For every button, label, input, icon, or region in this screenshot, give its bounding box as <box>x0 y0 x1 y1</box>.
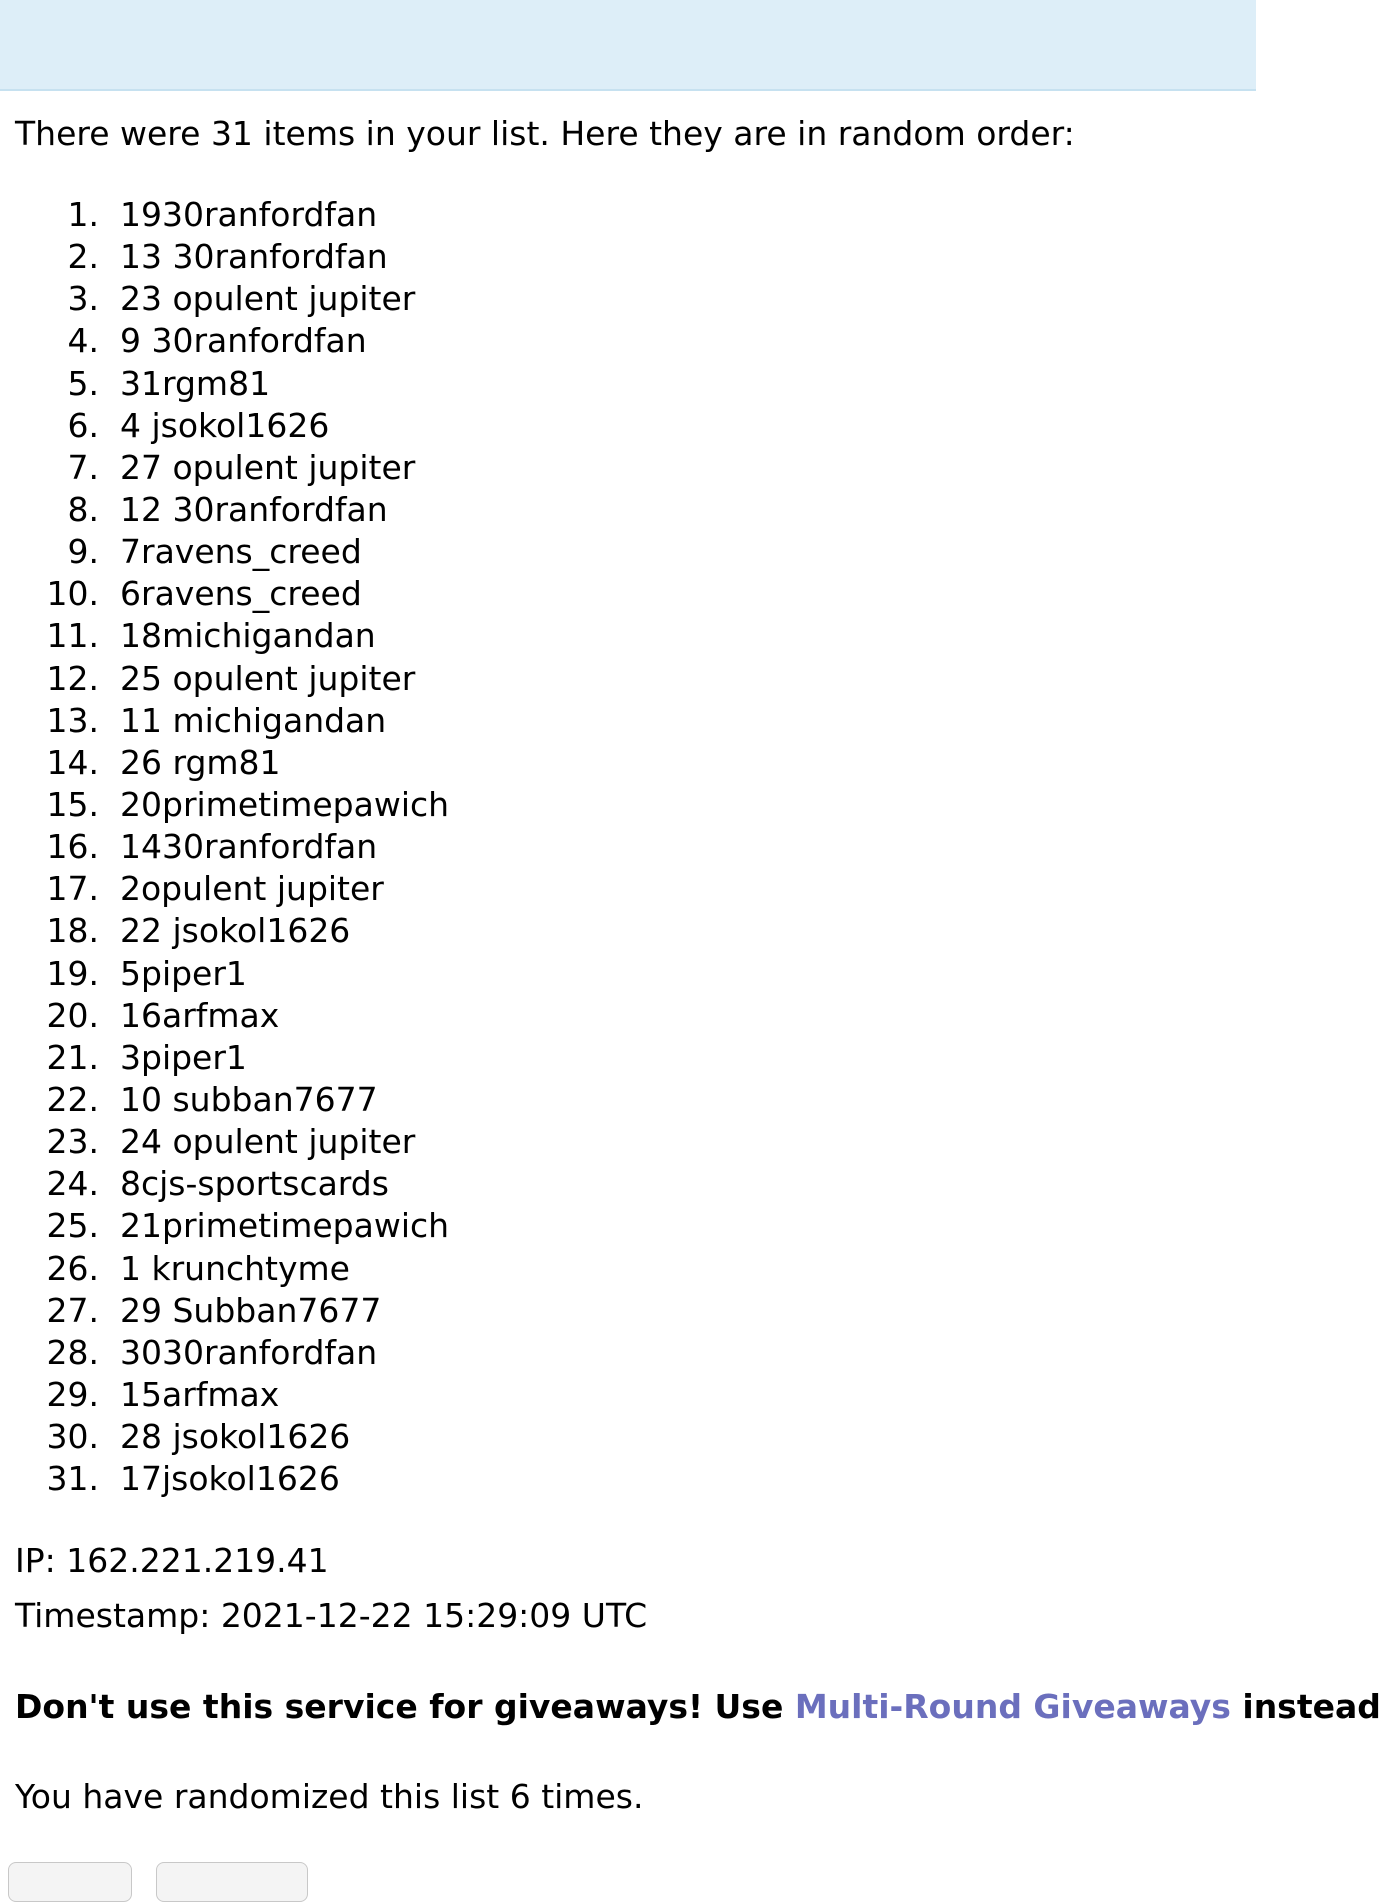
list-item-text: 18michigandan <box>120 616 376 656</box>
list-item-number: 23. <box>46 1122 99 1162</box>
list-item-number: 12. <box>46 658 99 698</box>
randomize-count: You have randomized this list 6 times. <box>15 1777 644 1816</box>
list-item-text: 25 opulent jupiter <box>120 658 416 698</box>
list-item <box>15 447 615 489</box>
list-item-number: 1. <box>67 195 99 234</box>
intro-text: There were 31 items in your list. Here they are in random order: <box>15 114 1075 153</box>
list-item-number: 25. <box>46 1206 99 1246</box>
list-item-text: 29 Subban7677 <box>120 1290 382 1330</box>
list-item-text: 13 30ranfordfan <box>120 237 388 277</box>
ip-address: IP: 162.221.219.41 <box>15 1541 329 1580</box>
giveaway-warning <box>15 1687 1381 1727</box>
list-item <box>15 1163 615 1205</box>
list-item <box>15 700 615 742</box>
list-item <box>15 1079 615 1121</box>
list-item-text: 1430ranfordfan <box>120 827 378 867</box>
list-item-number: 29. <box>46 1374 99 1414</box>
list-item-text: 3030ranfordfan <box>120 1332 378 1372</box>
list-item <box>15 489 615 531</box>
list-item <box>15 320 615 362</box>
list-item <box>15 784 615 826</box>
list-item <box>15 995 615 1037</box>
list-item-number: 7. <box>67 447 99 487</box>
list-item-text: 20primetimepawich <box>120 784 450 824</box>
list-item-text: 26 rgm81 <box>120 742 281 782</box>
list-item-number: 27. <box>46 1290 99 1330</box>
list-item <box>15 1205 615 1247</box>
list-item <box>15 868 615 910</box>
list-item-text: 6ravens_creed <box>120 574 362 614</box>
list-item <box>15 194 615 236</box>
list-item <box>15 1037 615 1079</box>
list-item <box>15 1374 615 1416</box>
list-item-text: 8cjs-sportscards <box>120 1164 389 1204</box>
list-item-number: 10. <box>46 574 99 614</box>
list-item-text: 24 opulent jupiter <box>120 1122 416 1162</box>
list-item-text: 11 michigandan <box>120 700 387 740</box>
list-item-number: 9. <box>67 532 99 572</box>
list-item <box>15 236 615 278</box>
list-item <box>15 953 615 995</box>
list-item <box>15 1416 615 1458</box>
list-item-text: 1930ranfordfan <box>120 195 378 234</box>
warning-text-before: Don't use this service for giveaways! Use <box>15 1687 795 1726</box>
list-item <box>15 531 615 573</box>
action-buttons <box>8 1862 308 1902</box>
again-button[interactable] <box>8 1862 132 1902</box>
list-item <box>15 1458 615 1500</box>
list-item-text: 12 30ranfordfan <box>120 489 388 529</box>
list-item-text: 2opulent jupiter <box>120 869 384 909</box>
list-item-number: 18. <box>46 911 99 951</box>
list-item-text: 16arfmax <box>120 995 280 1035</box>
list-item-number: 21. <box>46 1037 99 1077</box>
list-item-number: 17. <box>46 869 99 909</box>
list-item <box>15 363 615 405</box>
list-item-number: 28. <box>46 1332 99 1372</box>
list-item <box>15 1121 615 1163</box>
list-item <box>15 910 615 952</box>
list-item-number: 6. <box>67 405 99 445</box>
list-item-text: 27 opulent jupiter <box>120 447 416 487</box>
randomized-list <box>15 194 615 1500</box>
list-item-number: 5. <box>67 363 99 403</box>
list-item-text: 17jsokol1626 <box>120 1459 340 1499</box>
list-item-number: 2. <box>67 237 99 277</box>
list-item-text: 21primetimepawich <box>120 1206 450 1246</box>
list-item-number: 3. <box>67 279 99 319</box>
warning-text-after: instead <box>1230 1687 1381 1726</box>
list-item-text: 3piper1 <box>120 1037 247 1077</box>
list-item-text: 5piper1 <box>120 953 247 993</box>
list-item-text: 10 subban7677 <box>120 1079 378 1119</box>
list-item-number: 19. <box>46 953 99 993</box>
list-item-text: 7ravens_creed <box>120 532 362 572</box>
list-item-number: 24. <box>46 1164 99 1204</box>
list-item <box>15 826 615 868</box>
list-item-text: 4 jsokol1626 <box>120 405 330 445</box>
list-item-number: 20. <box>46 995 99 1035</box>
list-item-number: 13. <box>46 700 99 740</box>
multi-round-giveaways-link[interactable]: Multi-Round Giveaways <box>794 1687 1231 1726</box>
go-back-button[interactable] <box>156 1862 308 1902</box>
header-bar <box>0 0 1256 91</box>
list-item-text: 15arfmax <box>120 1374 280 1414</box>
list-item-text: 9 30ranfordfan <box>120 321 367 361</box>
list-item-number: 16. <box>46 827 99 867</box>
list-item-text: 31rgm81 <box>120 363 271 403</box>
list-item-text: 23 opulent jupiter <box>120 279 416 319</box>
list-item-text: 1 krunchtyme <box>120 1248 350 1288</box>
list-item-number: 31. <box>46 1459 99 1499</box>
list-item-number: 22. <box>46 1079 99 1119</box>
list-item <box>15 742 615 784</box>
list-item-text: 22 jsokol1626 <box>120 911 351 951</box>
list-item <box>15 615 615 657</box>
list-item-number: 15. <box>46 784 99 824</box>
list-item-number: 30. <box>46 1417 99 1457</box>
list-item <box>15 1290 615 1332</box>
list-item <box>15 278 615 320</box>
list-item-number: 8. <box>67 489 99 529</box>
list-item-number: 14. <box>46 742 99 782</box>
list-item-number: 4. <box>67 321 99 361</box>
list-item <box>15 1332 615 1374</box>
list-item-number: 26. <box>46 1248 99 1288</box>
timestamp: Timestamp: 2021-12-22 15:29:09 UTC <box>15 1596 648 1635</box>
list-item <box>15 573 615 615</box>
list-item-number: 11. <box>46 616 99 656</box>
list-item <box>15 405 615 447</box>
list-item <box>15 658 615 700</box>
list-item-text: 28 jsokol1626 <box>120 1417 351 1457</box>
list-item <box>15 1248 615 1290</box>
